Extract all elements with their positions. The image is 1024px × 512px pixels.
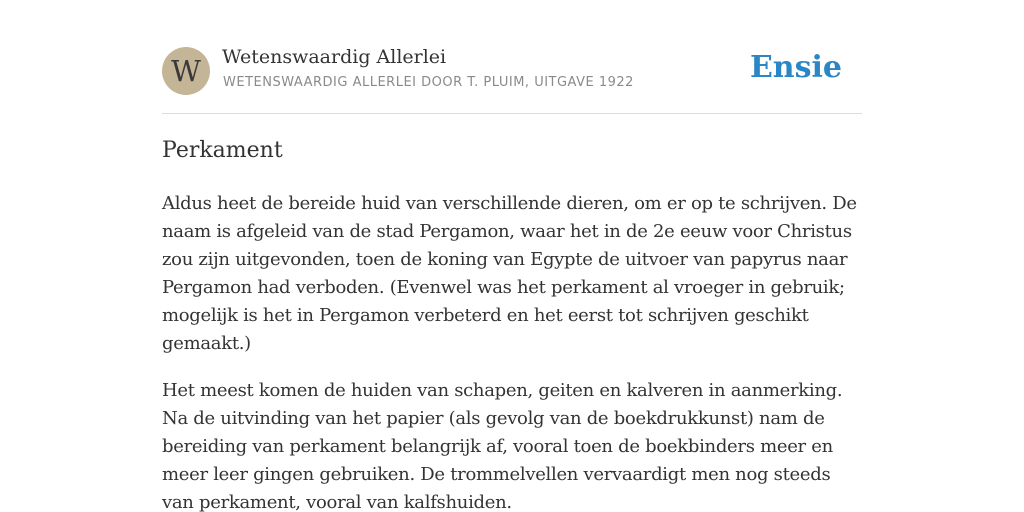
article-title: Perkament — [162, 138, 283, 163]
source-subtitle: WETENSWAARDIG ALLERLEI DOOR T. PLUIM, UITGAVE 1922 — [223, 75, 634, 90]
content-column — [162, 0, 862, 512]
article-paragraph: Aldus heet de bereide huid van verschillende dieren, om er op te schrijven. De naam is afgeleid van de stad Pergamon, waar het in de 2e eeuw voor Christus zou zijn uitgevonden, toen de koning van Egypte de uitvoer van papyrus naar Pergamon had verboden. (Evenwel was het perkament al vroeger in gebruik; mogelijk is het in Pergamon verbeterd en het eerst tot schrijven geschikt gemaakt.) — [162, 193, 857, 354]
article-paragraph: Het meest komen de huiden van schapen, geiten en kalveren in aanmerking. Na de uitvinding van het papier (als gevolg van de boekdrukkunst) nam de bereiding van perkament belangrijk af, vooral toen de boekbinders meer en meer leer gingen gebruiken. De trommelvellen vervaardigt men nog steeds van perkament, vooral van kalfshuiden. — [162, 380, 843, 512]
source-avatar[interactable]: W — [162, 47, 210, 95]
ensie-logo[interactable]: Ensie — [749, 50, 842, 85]
source-header — [162, 0, 862, 114]
source-title[interactable]: Wetenswaardig Allerlei — [222, 46, 447, 68]
